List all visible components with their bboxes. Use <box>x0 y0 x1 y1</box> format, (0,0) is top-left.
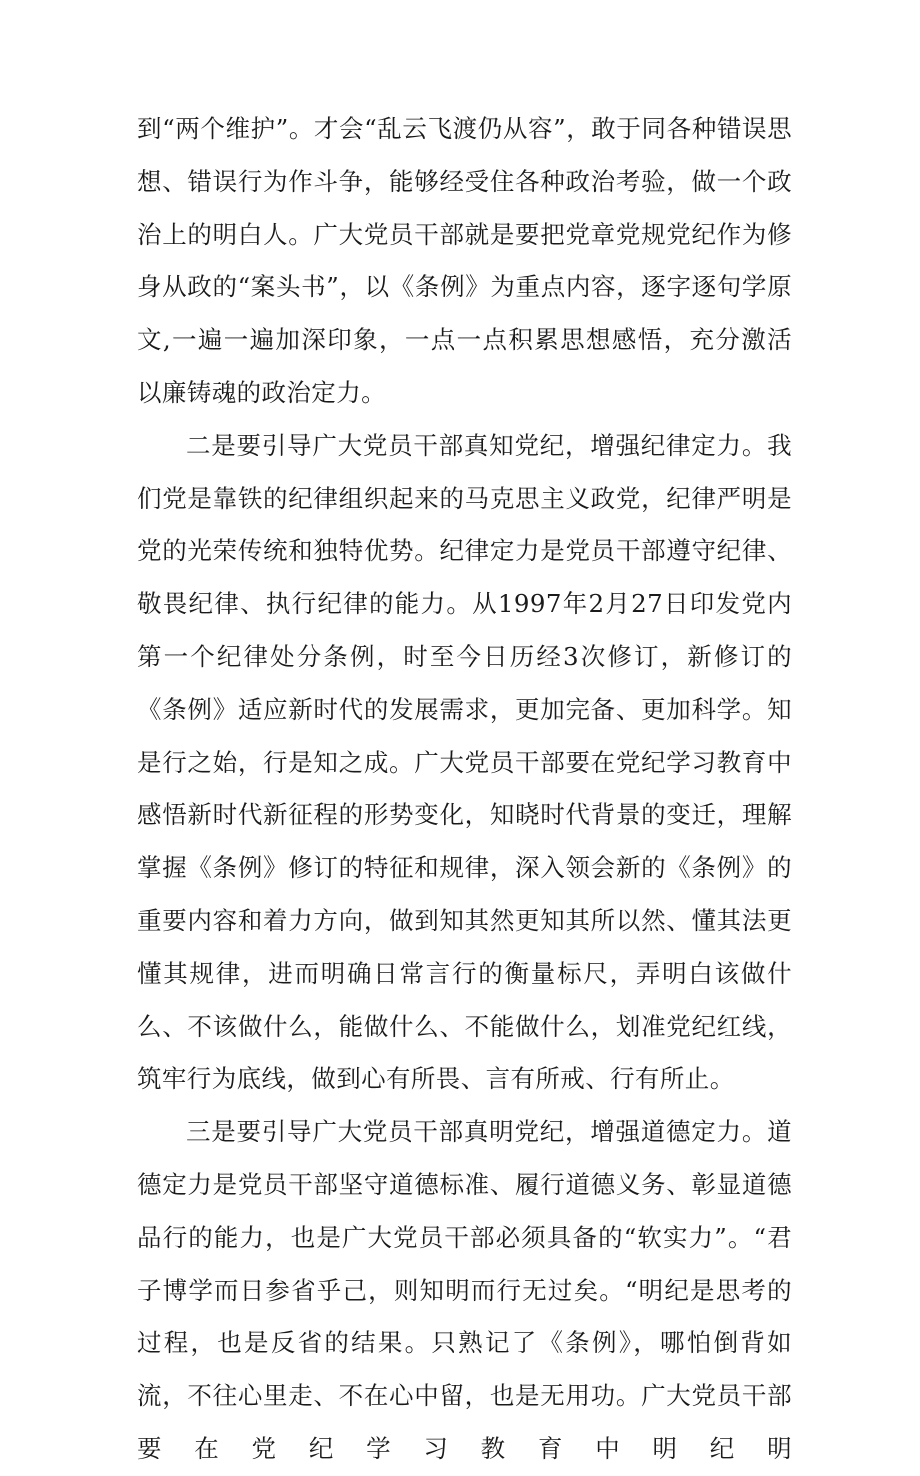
paragraph-continuation: 到“两个维护”。才会“乱云飞渡仍从容”，敢于同各种错误思想、错误行为作斗争，能够经受住各种政治考验，做一个政治上的明白人。广大党员干部就是要把党章党规党纪作为修身从政的“案头书”，以《条例》为重点内容，逐字逐句学原文,一遍一遍加深印象，一点一点积累思想感悟，充分激活以廉铸魂的政治定力。 <box>137 114 792 407</box>
paragraph-point-two: 二是要引导广大党员干部真知党纪，增强纪律定力。我们党是靠铁的纪律组织起来的马克思主义政党，纪律严明是党的光荣传统和独特优势。纪律定力是党员干部遵守纪律、敬畏纪律、执行纪律的能力。从1997年2月27日印发党内第一个纪律处分条例，时至今日历经3次修订，新修订的《条例》适应新时代的发展需求，更加完备、更加科学。知是行之始，行是知之成。广大党员干部要在党纪学习教育中感悟新时代新征程的形势变化，知晓时代背景的变迁，理解掌握《条例》修订的特征和规律，深入领会新的《条例》的重要内容和着力方向，做到知其然更知其所以然、懂其法更懂其规律，进而明确日常言行的衡量标尺，弄明白该做什么、不该做什么，能做什么、不能做什么，划准党纪红线，筑牢行为底线，做到心有所畏、言有所戒、行有所止。 <box>137 430 792 1094</box>
paragraph-point-three: 三是要引导广大党员干部真明党纪，增强道德定力。道德定力是党员干部坚守道德标准、履行道德义务、彰显道德品行的能力，也是广大党员干部必须具备的“软实力”。“君子博学而日参省乎己，则知明而行无过矣。“明纪是思考的过程，也是反省的结果。只熟记了《条例》，哪怕倒背如流，不往心里走、不在心中留，也是无用功。广大党员干部要在党纪学习教育中明纪明 <box>137 1117 792 1463</box>
body-text <box>137 103 792 1476</box>
